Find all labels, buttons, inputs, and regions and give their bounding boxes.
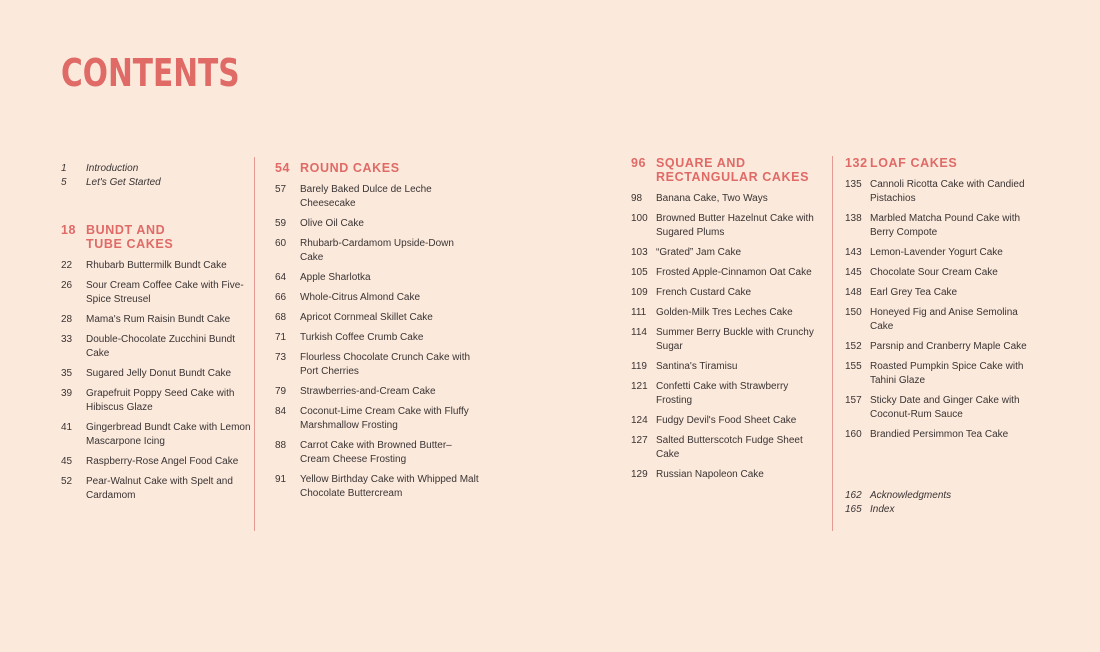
toc-entry <box>275 351 480 379</box>
toc-entry <box>845 286 1040 300</box>
front-matter-list <box>61 162 251 190</box>
section-heading <box>631 156 821 184</box>
column-divider-1 <box>254 157 255 531</box>
entry-title: Sticky Date and Ginger Cake with Coconut-Rum Sauce <box>870 395 1020 420</box>
page-number: 127 <box>631 435 648 446</box>
toc-entry <box>275 405 480 433</box>
toc-entry <box>61 313 251 327</box>
section-title: ROUND CAKES <box>300 161 400 175</box>
entry-title: Turkish Coffee Crumb Cake <box>300 332 424 343</box>
page-number: 84 <box>275 406 287 417</box>
page-number: 152 <box>845 341 862 352</box>
entry-title: Summer Berry Buckle with Crunchy Sugar <box>656 327 814 352</box>
toc-entry <box>631 306 821 320</box>
toc-column-3 <box>631 156 821 482</box>
toc-entry <box>845 394 1040 422</box>
entry-title: French Custard Cake <box>656 287 752 298</box>
toc-entry <box>845 246 1040 260</box>
entry-title: Browned Butter Hazelnut Cake with Sugared Plums <box>656 213 814 238</box>
entry-title: Parsnip and Cranberry Maple Cake <box>870 341 1027 352</box>
entry-title: Apricot Cornmeal Skillet Cake <box>300 312 433 323</box>
column-divider-2 <box>832 156 833 531</box>
entry-title: Let's Get Started <box>86 177 161 188</box>
toc-column-1 <box>61 162 251 503</box>
page-number: 60 <box>275 238 287 249</box>
entry-title: Yellow Birthday Cake with Whipped Malt Chocolate Buttercream <box>300 474 479 499</box>
entry-title: Strawberries-and-Cream Cake <box>300 386 436 397</box>
page-number: 71 <box>275 332 287 343</box>
entry-title: Acknowledgments <box>870 490 952 501</box>
page-number: 52 <box>61 476 73 487</box>
page-number: 119 <box>631 361 647 372</box>
page-number: 59 <box>275 218 287 229</box>
page-title: CONTENTS <box>61 51 240 95</box>
toc-entry <box>275 291 480 305</box>
toc-column-4 <box>845 156 1040 515</box>
page-number: 45 <box>61 456 73 467</box>
page-number: 35 <box>61 368 73 379</box>
entry-title: Pear-Walnut Cake with Spelt and Cardamom <box>86 476 233 501</box>
page-number: 124 <box>631 415 648 426</box>
toc-entry <box>631 246 821 260</box>
entry-title: Mama's Rum Raisin Bundt Cake <box>86 314 231 325</box>
entry-title: Golden-Milk Tres Leches Cake <box>656 307 793 318</box>
entry-title: Marbled Matcha Pound Cake with Berry Compote <box>870 213 1021 238</box>
page-number: 5 <box>61 177 67 188</box>
page-number: 111 <box>631 307 647 318</box>
entry-title: Sour Cream Coffee Cake with Five-Spice Streusel <box>86 280 244 305</box>
toc-entry <box>845 360 1040 388</box>
section-title: LOAF CAKES <box>870 156 958 170</box>
toc-entry <box>845 212 1040 240</box>
toc-entry <box>61 333 251 361</box>
entry-title: Rhubarb-Cardamom Upside-Down Cake <box>300 238 454 263</box>
page-number: 1 <box>61 163 67 174</box>
page-number: 39 <box>61 388 73 399</box>
toc-entry <box>631 468 821 482</box>
section-entry-list <box>845 178 1040 442</box>
toc-entry <box>845 428 1040 442</box>
page-number: 22 <box>61 260 73 271</box>
page-number: 103 <box>631 247 648 258</box>
page-number: 148 <box>845 287 862 298</box>
page-number: 100 <box>631 213 648 224</box>
entry-title: Coconut-Lime Cream Cake with Fluffy Marshmallow Frosting <box>300 406 469 431</box>
toc-entry <box>845 266 1040 280</box>
toc-entry <box>275 183 480 211</box>
toc-entry <box>61 367 251 381</box>
page-number: 64 <box>275 272 287 283</box>
toc-entry <box>275 217 480 231</box>
section-loaf-cakes <box>845 156 1040 442</box>
entry-title: Frosted Apple-Cinnamon Oat Cake <box>656 267 812 278</box>
toc-entry <box>275 331 480 345</box>
page-number: 105 <box>631 267 648 278</box>
page-number: 68 <box>275 312 287 323</box>
entry-title: Apple Sharlotka <box>300 272 371 283</box>
entry-title: Chocolate Sour Cream Cake <box>870 267 998 278</box>
section-page-number: 132 <box>845 156 868 170</box>
toc-entry <box>631 192 821 206</box>
toc-column-2 <box>275 161 480 501</box>
toc-entry <box>275 473 480 501</box>
section-heading <box>275 161 480 175</box>
entry-title: Sugared Jelly Donut Bundt Cake <box>86 368 232 379</box>
entry-title: Grapefruit Poppy Seed Cake with Hibiscus Glaze <box>86 388 235 413</box>
entry-title: Santina's Tiramisu <box>656 361 738 372</box>
front-matter-entry <box>61 162 251 176</box>
back-matter-list <box>845 489 1040 517</box>
page-number: 155 <box>845 361 862 372</box>
toc-entry <box>631 434 821 462</box>
section-title: SQUARE AND RECTANGULAR CAKES <box>656 156 810 184</box>
toc-entry <box>845 178 1040 206</box>
page-number: 157 <box>845 395 862 406</box>
page-number: 79 <box>275 386 287 397</box>
toc-entry <box>275 439 480 467</box>
page-number: 41 <box>61 422 73 433</box>
page-number: 138 <box>845 213 862 224</box>
page-number: 145 <box>845 267 862 278</box>
page-number: 160 <box>845 429 862 440</box>
page-number: 129 <box>631 469 648 480</box>
toc-entry <box>275 385 480 399</box>
page-number: 109 <box>631 287 648 298</box>
page-number: 143 <box>845 247 862 258</box>
toc-entry <box>61 421 251 449</box>
entry-title: Lemon-Lavender Yogurt Cake <box>870 247 1003 258</box>
section-page-number: 18 <box>61 223 77 237</box>
page-number: 91 <box>275 474 287 485</box>
toc-entry <box>631 212 821 240</box>
page-number: 57 <box>275 184 287 195</box>
section-heading <box>61 223 251 251</box>
entry-title: Olive Oil Cake <box>300 218 364 229</box>
page-number: 26 <box>61 280 73 291</box>
toc-entry <box>61 279 251 307</box>
entry-title: “Grated” Jam Cake <box>656 247 742 258</box>
page-number: 162 <box>845 490 862 501</box>
entry-title: Gingerbread Bundt Cake with Lemon Mascarpone Icing <box>86 422 251 447</box>
back-matter-entry <box>845 489 1040 503</box>
toc-entry <box>275 271 480 285</box>
back-matter-entry <box>845 503 1040 517</box>
page-number: 150 <box>845 307 862 318</box>
toc-entry <box>275 311 480 325</box>
entry-title: Carrot Cake with Browned Butter–Cream Cheese Frosting <box>300 440 452 465</box>
toc-entry <box>61 455 251 469</box>
front-matter-entry <box>61 176 251 190</box>
section-heading <box>845 156 1040 170</box>
page-number: 121 <box>631 381 648 392</box>
section-page-number: 54 <box>275 161 291 175</box>
page-number: 88 <box>275 440 287 451</box>
entry-title: Honeyed Fig and Anise Semolina Cake <box>870 307 1018 332</box>
section-round-cakes <box>275 161 480 501</box>
toc-entry <box>845 340 1040 354</box>
toc-entry <box>631 286 821 300</box>
toc-entry <box>61 259 251 273</box>
section-square-and-rectangular-cakes <box>631 156 821 482</box>
entry-title: Introduction <box>86 163 139 174</box>
section-entry-list <box>631 192 821 482</box>
entry-title: Barely Baked Dulce de Leche Cheesecake <box>300 184 432 209</box>
section-title: BUNDT AND TUBE CAKES <box>86 223 174 251</box>
toc-entry <box>631 266 821 280</box>
entry-title: Cannoli Ricotta Cake with Candied Pistachios <box>870 179 1025 204</box>
page-number: 114 <box>631 327 647 338</box>
entry-title: Roasted Pumpkin Spice Cake with Tahini Glaze <box>870 361 1024 386</box>
page-number: 66 <box>275 292 287 303</box>
entry-title: Fudgy Devil's Food Sheet Cake <box>656 415 797 426</box>
section-entry-list <box>61 259 251 503</box>
toc-entry <box>631 414 821 428</box>
section-bundt-and-tube-cakes <box>61 223 251 503</box>
entry-title: Whole-Citrus Almond Cake <box>300 292 421 303</box>
entry-title: Raspberry-Rose Angel Food Cake <box>86 456 239 467</box>
toc-entry <box>845 306 1040 334</box>
section-page-number: 96 <box>631 156 647 170</box>
entry-title: Rhubarb Buttermilk Bundt Cake <box>86 260 227 271</box>
entry-title: Earl Grey Tea Cake <box>870 287 958 298</box>
page-number: 98 <box>631 193 643 204</box>
toc-entry <box>275 237 480 265</box>
page-number: 28 <box>61 314 73 325</box>
toc-entry <box>61 475 251 503</box>
toc-entry <box>631 360 821 374</box>
entry-title: Salted Butterscotch Fudge Sheet Cake <box>656 435 803 460</box>
entry-title: Russian Napoleon Cake <box>656 469 764 480</box>
page-number: 73 <box>275 352 287 363</box>
toc-entry <box>631 380 821 408</box>
entry-title: Flourless Chocolate Crunch Cake with Port Cherries <box>300 352 471 377</box>
page-number: 135 <box>845 179 862 190</box>
entry-title: Index <box>870 504 895 515</box>
toc-entry <box>631 326 821 354</box>
page-number: 165 <box>845 504 862 515</box>
section-entry-list <box>275 183 480 501</box>
entry-title: Brandied Persimmon Tea Cake <box>870 429 1009 440</box>
entry-title: Double-Chocolate Zucchini Bundt Cake <box>86 334 235 359</box>
toc-entry <box>61 387 251 415</box>
entry-title: Banana Cake, Two Ways <box>656 193 768 204</box>
entry-title: Confetti Cake with Strawberry Frosting <box>656 381 789 406</box>
page-number: 33 <box>61 334 73 345</box>
